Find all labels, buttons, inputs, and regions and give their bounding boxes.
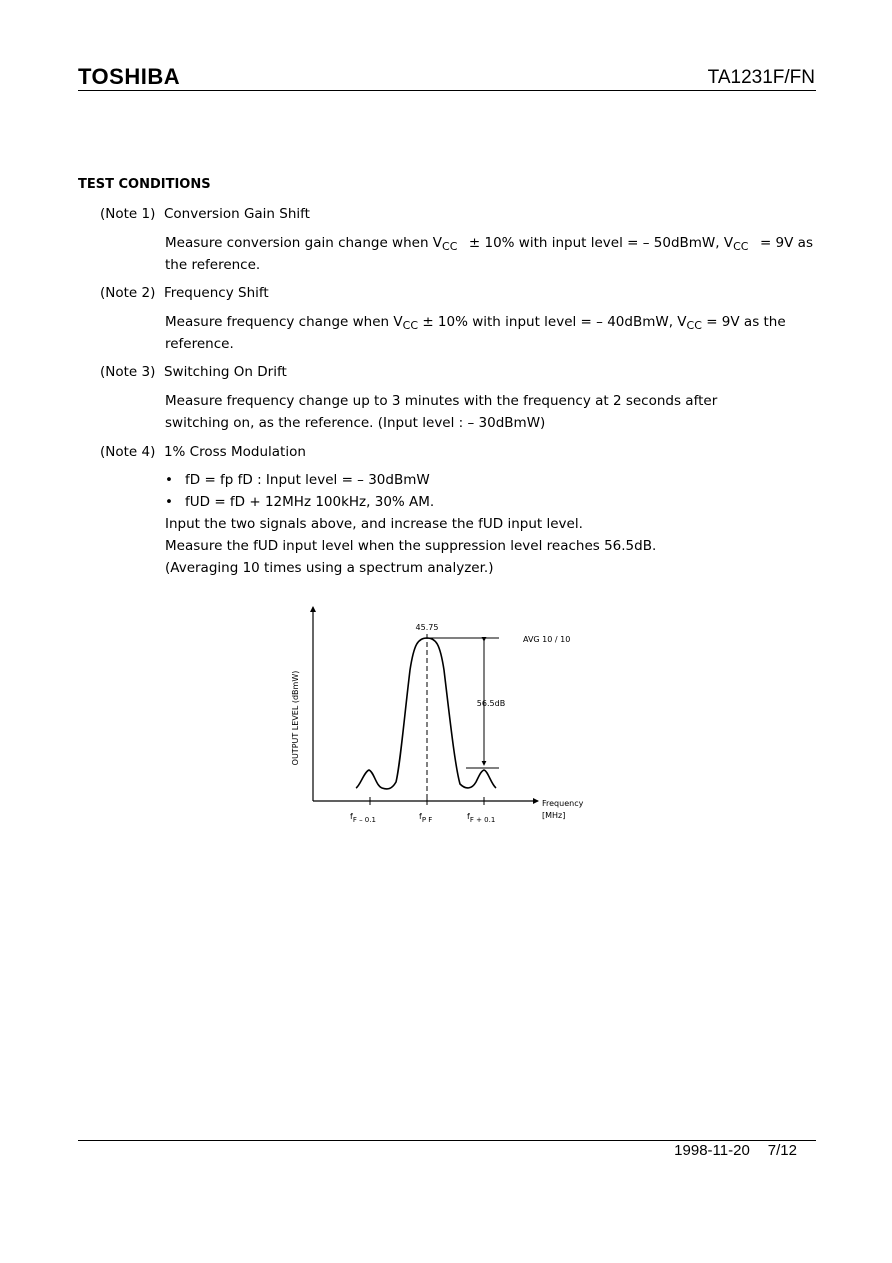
tick-label-right: fF + 0.1	[467, 812, 496, 824]
note-1-text-a: Measure conversion gain change when $V_{CC}$	[165, 235, 458, 253]
note-4-line-1: Input the two signals above, and increase the fUD input level.	[165, 516, 583, 532]
note-3-heading	[100, 364, 287, 380]
note-2-label: (Note 2)	[100, 285, 156, 301]
note-1-line-1	[165, 235, 813, 253]
header-rule	[78, 90, 816, 91]
note-1-title: Conversion Gain Shift	[163, 206, 310, 222]
note-4-title: 1% Cross Modulation	[163, 444, 306, 460]
y-axis-label: OUTPUT LEVEL (dBmW)	[291, 670, 300, 766]
note-2-heading	[100, 285, 269, 301]
note-3-label: (Note 3)	[100, 364, 156, 380]
note-2-line-2: reference.	[165, 336, 234, 352]
note-3-line-2: switching on, as the reference. (Input level : – 30dBmW)	[165, 415, 546, 431]
note-1-heading	[100, 206, 310, 222]
note-1-line-2: the reference.	[165, 257, 261, 273]
tick-label-center: fP F	[419, 812, 433, 824]
note-4-label: (Note 4)	[100, 444, 156, 460]
bullet-icon: •	[165, 494, 173, 510]
note-1-text-c: = 9V as	[759, 235, 813, 251]
footer-date: 1998-11-20	[674, 1142, 750, 1159]
footer	[674, 1142, 797, 1159]
note-4-bullet-1: • fD = fp fD : Input level = – 30dBmW	[165, 472, 430, 488]
note-2-line-1: Measure frequency change when $V_{CC} \pm 10\%$ with input level = – 40dBmW, $V_{CC} = 9V$ as the	[165, 314, 786, 332]
x-axis-label: Frequency	[542, 799, 584, 808]
avg-label: AVG 10 / 10	[523, 635, 571, 644]
note-3-title: Switching On Drift	[163, 364, 287, 380]
section-title: TEST CONDITIONS	[78, 177, 211, 192]
bullet-icon: •	[165, 472, 173, 488]
note-3-line-1: Measure frequency change up to 3 minutes with the frequency at 2 seconds after	[165, 393, 718, 409]
peak-label: 45.75	[415, 623, 439, 632]
spectrum-curve	[356, 638, 496, 789]
note-1-text-b: ± 10% with input level = – 50dBmW, $V_{CC}$	[468, 235, 749, 253]
note-2-title: Frequency Shift	[163, 285, 269, 301]
tick-label-left: fF – 0.1	[350, 812, 376, 824]
page-number: 7/12	[767, 1142, 797, 1159]
company-logo: TOSHIBA	[78, 64, 181, 89]
footer-rule	[78, 1140, 816, 1141]
x-axis-unit: [MHz]	[542, 811, 566, 820]
note-4-heading	[100, 444, 306, 460]
note-4-line-2: Measure the fUD input level when the suppression level reaches 56.5dB.	[165, 538, 657, 554]
note-4-bullet-2: • fUD = fD + 12MHz 100kHz, 30% AM.	[165, 494, 435, 510]
note-4-line-3: (Averaging 10 times using a spectrum analyzer.)	[165, 560, 494, 576]
part-number: TA1231F/FN	[707, 67, 815, 88]
spectrum-figure	[280, 600, 610, 830]
note-1-label: (Note 1)	[100, 206, 156, 222]
suppression-label: 56.5dB	[476, 699, 506, 708]
